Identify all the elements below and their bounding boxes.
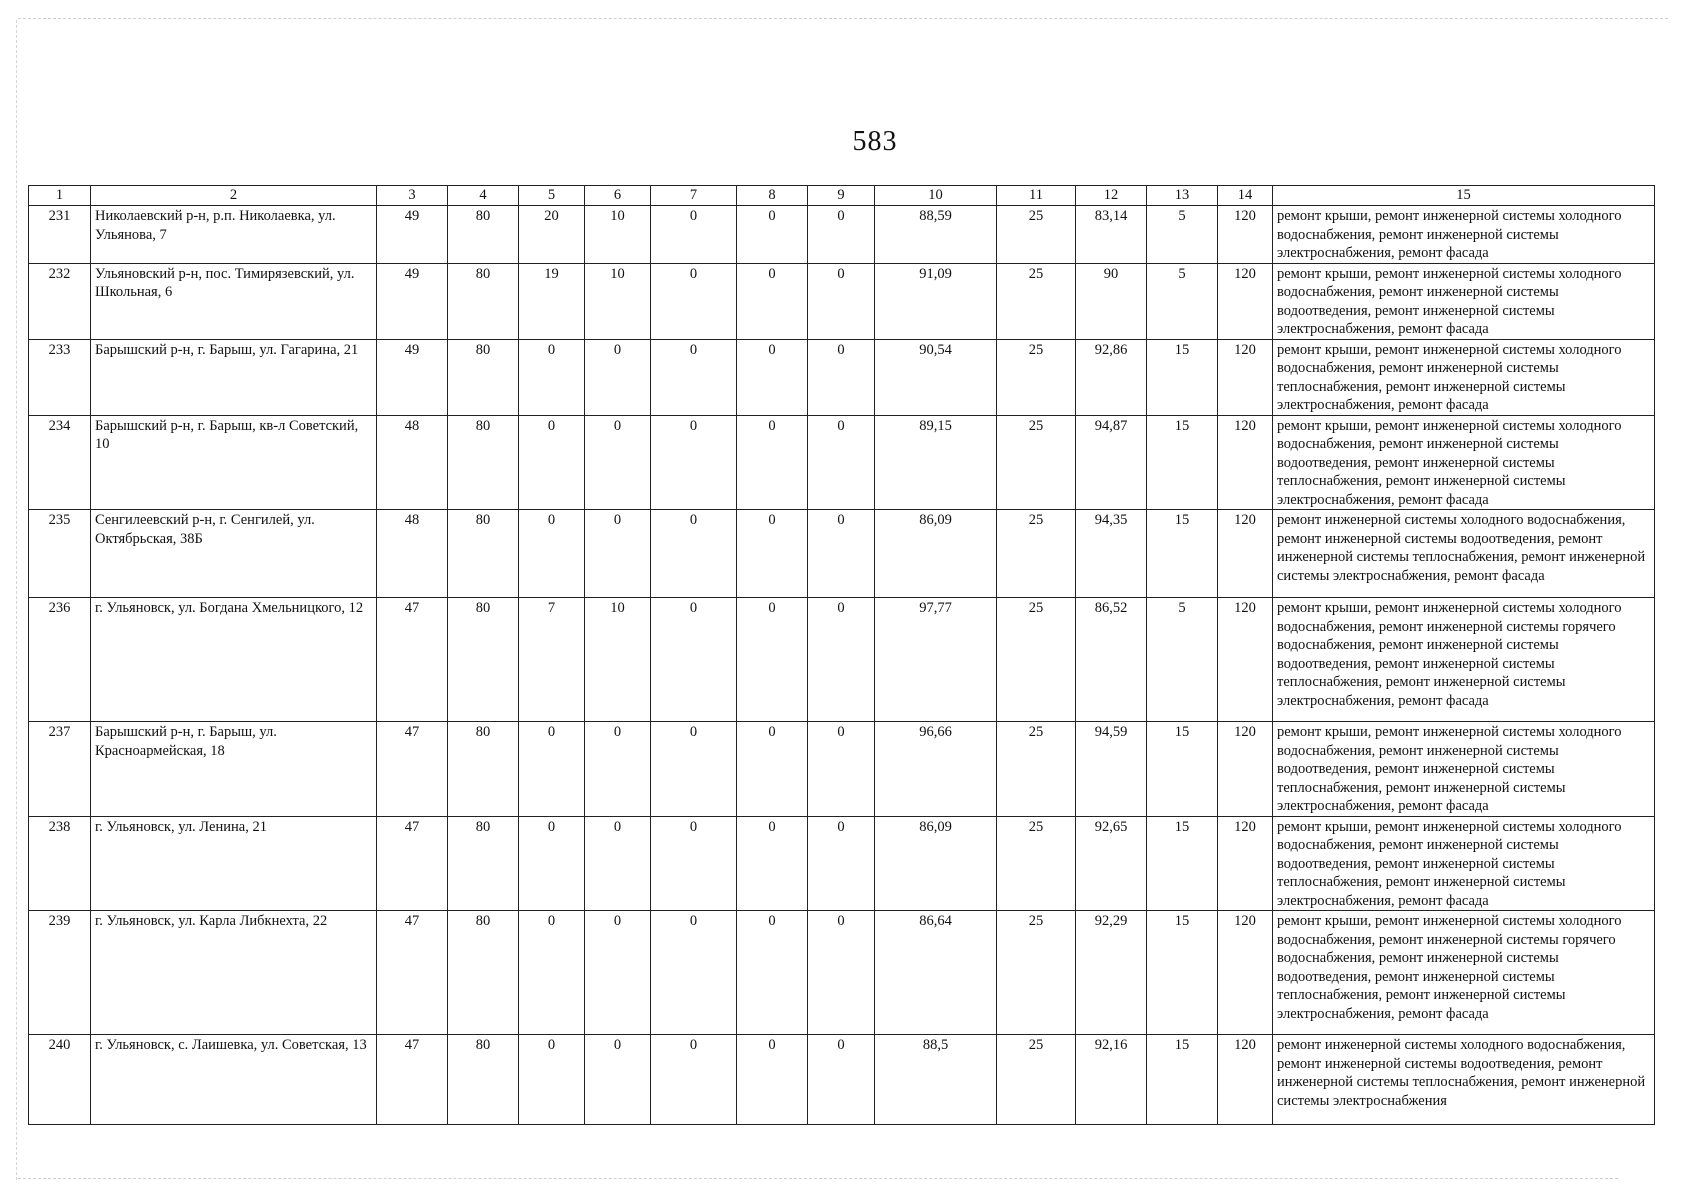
cell-11: 25 <box>997 263 1076 339</box>
cell-5: 0 <box>519 339 585 415</box>
cell-7: 0 <box>651 263 737 339</box>
row-number: 234 <box>29 415 91 510</box>
cell-10: 88,59 <box>875 206 997 264</box>
cell-4: 80 <box>448 510 519 598</box>
cell-3: 47 <box>377 722 448 817</box>
cell-13: 15 <box>1147 339 1218 415</box>
cell-3: 47 <box>377 1035 448 1125</box>
address: Ульяновский р-н, пос. Тимирязевский, ул. Школьная, 6 <box>91 263 377 339</box>
column-header-11: 11 <box>997 186 1076 206</box>
cell-13: 15 <box>1147 722 1218 817</box>
scan-edge-bottom <box>18 1178 1618 1179</box>
cell-7: 0 <box>651 598 737 722</box>
column-header-5: 5 <box>519 186 585 206</box>
table-row <box>29 598 1655 722</box>
cell-11: 25 <box>997 415 1076 510</box>
cell-12: 92,29 <box>1076 911 1147 1035</box>
row-number: 237 <box>29 722 91 817</box>
scan-edge-left <box>16 20 17 1180</box>
repair-works: ремонт крыши, ремонт инженерной системы холодного водоснабжения, ремонт инженерной системы теплоснабжения, ремонт инженерной системы электроснабжения, ремонт фасада <box>1273 339 1655 415</box>
address: Барышский р-н, г. Барыш, ул. Гагарина, 21 <box>91 339 377 415</box>
column-header-2: 2 <box>91 186 377 206</box>
cell-11: 25 <box>997 722 1076 817</box>
cell-14: 120 <box>1218 415 1273 510</box>
cell-8: 0 <box>737 415 808 510</box>
cell-6: 10 <box>585 598 651 722</box>
row-number: 235 <box>29 510 91 598</box>
cell-3: 47 <box>377 911 448 1035</box>
row-number: 232 <box>29 263 91 339</box>
cell-8: 0 <box>737 1035 808 1125</box>
cell-13: 5 <box>1147 598 1218 722</box>
cell-8: 0 <box>737 263 808 339</box>
cell-9: 0 <box>808 206 875 264</box>
cell-4: 80 <box>448 816 519 911</box>
cell-6: 0 <box>585 1035 651 1125</box>
cell-12: 94,87 <box>1076 415 1147 510</box>
cell-6: 10 <box>585 263 651 339</box>
column-header-3: 3 <box>377 186 448 206</box>
column-header-1: 1 <box>29 186 91 206</box>
cell-14: 120 <box>1218 816 1273 911</box>
table-row <box>29 816 1655 911</box>
cell-5: 0 <box>519 816 585 911</box>
cell-7: 0 <box>651 206 737 264</box>
table-row <box>29 263 1655 339</box>
cell-9: 0 <box>808 415 875 510</box>
cell-3: 49 <box>377 339 448 415</box>
table-row <box>29 722 1655 817</box>
column-header-8: 8 <box>737 186 808 206</box>
cell-14: 120 <box>1218 339 1273 415</box>
address: Барышский р-н, г. Барыш, кв-л Советский, 10 <box>91 415 377 510</box>
table-row <box>29 1035 1655 1125</box>
cell-8: 0 <box>737 722 808 817</box>
cell-5: 19 <box>519 263 585 339</box>
cell-14: 120 <box>1218 598 1273 722</box>
cell-3: 48 <box>377 415 448 510</box>
cell-5: 7 <box>519 598 585 722</box>
cell-14: 120 <box>1218 1035 1273 1125</box>
table-header-row <box>29 186 1655 206</box>
cell-7: 0 <box>651 339 737 415</box>
cell-8: 0 <box>737 339 808 415</box>
address: Николаевский р-н, р.п. Николаевка, ул. Ульянова, 7 <box>91 206 377 264</box>
cell-11: 25 <box>997 598 1076 722</box>
address: Сенгилеевский р-н, г. Сенгилей, ул. Октябрьская, 38Б <box>91 510 377 598</box>
repair-works: ремонт крыши, ремонт инженерной системы холодного водоснабжения, ремонт инженерной системы водоотведения, ремонт инженерной системы теплоснабжения, ремонт инженерной системы электроснабжения, ремонт фасада <box>1273 816 1655 911</box>
repair-works: ремонт крыши, ремонт инженерной системы холодного водоснабжения, ремонт инженерной системы горячего водоснабжения, ремонт инженерной системы водоотведения, ремонт инженерной системы теплоснабжения, ремонт инженерной системы электроснабжения, ремонт фасада <box>1273 598 1655 722</box>
cell-8: 0 <box>737 598 808 722</box>
repair-works: ремонт крыши, ремонт инженерной системы холодного водоснабжения, ремонт инженерной системы горячего водоснабжения, ремонт инженерной системы водоотведения, ремонт инженерной системы теплоснабжения, ремонт инженерной системы электроснабжения, ремонт фасада <box>1273 911 1655 1035</box>
cell-7: 0 <box>651 415 737 510</box>
column-header-14: 14 <box>1218 186 1273 206</box>
cell-6: 0 <box>585 339 651 415</box>
cell-5: 0 <box>519 1035 585 1125</box>
column-header-13: 13 <box>1147 186 1218 206</box>
address: г. Ульяновск, с. Лаишевка, ул. Советская, 13 <box>91 1035 377 1125</box>
cell-9: 0 <box>808 816 875 911</box>
column-header-9: 9 <box>808 186 875 206</box>
cell-7: 0 <box>651 1035 737 1125</box>
cell-12: 94,59 <box>1076 722 1147 817</box>
cell-10: 88,5 <box>875 1035 997 1125</box>
cell-12: 83,14 <box>1076 206 1147 264</box>
cell-9: 0 <box>808 1035 875 1125</box>
cell-3: 47 <box>377 816 448 911</box>
cell-3: 48 <box>377 510 448 598</box>
cell-10: 86,09 <box>875 816 997 911</box>
cell-5: 0 <box>519 510 585 598</box>
cell-3: 47 <box>377 598 448 722</box>
cell-5: 0 <box>519 722 585 817</box>
cell-8: 0 <box>737 510 808 598</box>
cell-4: 80 <box>448 911 519 1035</box>
cell-3: 49 <box>377 263 448 339</box>
cell-10: 96,66 <box>875 722 997 817</box>
cell-13: 5 <box>1147 206 1218 264</box>
cell-13: 15 <box>1147 911 1218 1035</box>
cell-13: 5 <box>1147 263 1218 339</box>
cell-9: 0 <box>808 722 875 817</box>
cell-6: 0 <box>585 816 651 911</box>
repair-works: ремонт крыши, ремонт инженерной системы холодного водоснабжения, ремонт инженерной системы водоотведения, ремонт инженерной системы теплоснабжения, ремонт инженерной системы электроснабжения, ремонт фасада <box>1273 415 1655 510</box>
cell-9: 0 <box>808 510 875 598</box>
cell-7: 0 <box>651 510 737 598</box>
table-body <box>29 206 1655 1125</box>
cell-14: 120 <box>1218 722 1273 817</box>
cell-8: 0 <box>737 206 808 264</box>
row-number: 240 <box>29 1035 91 1125</box>
cell-10: 86,09 <box>875 510 997 598</box>
cell-4: 80 <box>448 415 519 510</box>
column-header-12: 12 <box>1076 186 1147 206</box>
column-header-10: 10 <box>875 186 997 206</box>
row-number: 233 <box>29 339 91 415</box>
repair-works: ремонт инженерной системы холодного водоснабжения, ремонт инженерной системы водоотведения, ремонт инженерной системы теплоснабжения, ремонт инженерной системы электроснабжения <box>1273 1035 1655 1125</box>
repair-works: ремонт крыши, ремонт инженерной системы холодного водоснабжения, ремонт инженерной системы водоотведения, ремонт инженерной системы электроснабжения, ремонт фасада <box>1273 263 1655 339</box>
cell-8: 0 <box>737 911 808 1035</box>
table-row <box>29 206 1655 264</box>
row-number: 238 <box>29 816 91 911</box>
cell-9: 0 <box>808 911 875 1035</box>
cell-11: 25 <box>997 1035 1076 1125</box>
cell-11: 25 <box>997 206 1076 264</box>
address: Барышский р-н, г. Барыш, ул. Красноармейская, 18 <box>91 722 377 817</box>
cell-10: 91,09 <box>875 263 997 339</box>
cell-7: 0 <box>651 722 737 817</box>
cell-4: 80 <box>448 1035 519 1125</box>
cell-13: 15 <box>1147 510 1218 598</box>
cell-14: 120 <box>1218 911 1273 1035</box>
page-number: 583 <box>852 126 898 157</box>
cell-7: 0 <box>651 816 737 911</box>
column-header-4: 4 <box>448 186 519 206</box>
cell-12: 92,16 <box>1076 1035 1147 1125</box>
cell-5: 20 <box>519 206 585 264</box>
cell-10: 86,64 <box>875 911 997 1035</box>
address: г. Ульяновск, ул. Богдана Хмельницкого, 12 <box>91 598 377 722</box>
cell-12: 92,65 <box>1076 816 1147 911</box>
address: г. Ульяновск, ул. Карла Либкнехта, 22 <box>91 911 377 1035</box>
scan-edge-top <box>18 18 1668 19</box>
cell-4: 80 <box>448 263 519 339</box>
table-row <box>29 339 1655 415</box>
repair-works: ремонт крыши, ремонт инженерной системы холодного водоснабжения, ремонт инженерной системы электроснабжения, ремонт фасада <box>1273 206 1655 264</box>
cell-4: 80 <box>448 339 519 415</box>
cell-6: 0 <box>585 415 651 510</box>
cell-4: 80 <box>448 598 519 722</box>
cell-8: 0 <box>737 816 808 911</box>
cell-11: 25 <box>997 911 1076 1035</box>
cell-14: 120 <box>1218 510 1273 598</box>
column-header-7: 7 <box>651 186 737 206</box>
cell-6: 0 <box>585 722 651 817</box>
cell-11: 25 <box>997 510 1076 598</box>
cell-6: 0 <box>585 911 651 1035</box>
cell-10: 90,54 <box>875 339 997 415</box>
register-table <box>28 185 1655 1125</box>
repair-works: ремонт крыши, ремонт инженерной системы холодного водоснабжения, ремонт инженерной системы водоотведения, ремонт инженерной системы теплоснабжения, ремонт инженерной системы электроснабжения, ремонт фасада <box>1273 722 1655 817</box>
cell-13: 15 <box>1147 816 1218 911</box>
table-row <box>29 415 1655 510</box>
cell-12: 92,86 <box>1076 339 1147 415</box>
cell-3: 49 <box>377 206 448 264</box>
cell-11: 25 <box>997 816 1076 911</box>
cell-6: 0 <box>585 510 651 598</box>
cell-10: 89,15 <box>875 415 997 510</box>
cell-4: 80 <box>448 206 519 264</box>
cell-9: 0 <box>808 339 875 415</box>
cell-5: 0 <box>519 415 585 510</box>
table-row <box>29 510 1655 598</box>
cell-12: 86,52 <box>1076 598 1147 722</box>
repair-works: ремонт инженерной системы холодного водоснабжения, ремонт инженерной системы водоотведения, ремонт инженерной системы теплоснабжения, ремонт инженерной системы электроснабжения, ремонт фасада <box>1273 510 1655 598</box>
cell-12: 90 <box>1076 263 1147 339</box>
row-number: 239 <box>29 911 91 1035</box>
cell-9: 0 <box>808 598 875 722</box>
row-number: 231 <box>29 206 91 264</box>
table-row <box>29 911 1655 1035</box>
cell-4: 80 <box>448 722 519 817</box>
cell-13: 15 <box>1147 1035 1218 1125</box>
row-number: 236 <box>29 598 91 722</box>
cell-9: 0 <box>808 263 875 339</box>
address: г. Ульяновск, ул. Ленина, 21 <box>91 816 377 911</box>
cell-14: 120 <box>1218 263 1273 339</box>
cell-7: 0 <box>651 911 737 1035</box>
cell-6: 10 <box>585 206 651 264</box>
cell-10: 97,77 <box>875 598 997 722</box>
cell-5: 0 <box>519 911 585 1035</box>
cell-13: 15 <box>1147 415 1218 510</box>
cell-14: 120 <box>1218 206 1273 264</box>
cell-12: 94,35 <box>1076 510 1147 598</box>
column-header-6: 6 <box>585 186 651 206</box>
cell-11: 25 <box>997 339 1076 415</box>
column-header-15: 15 <box>1273 186 1655 206</box>
